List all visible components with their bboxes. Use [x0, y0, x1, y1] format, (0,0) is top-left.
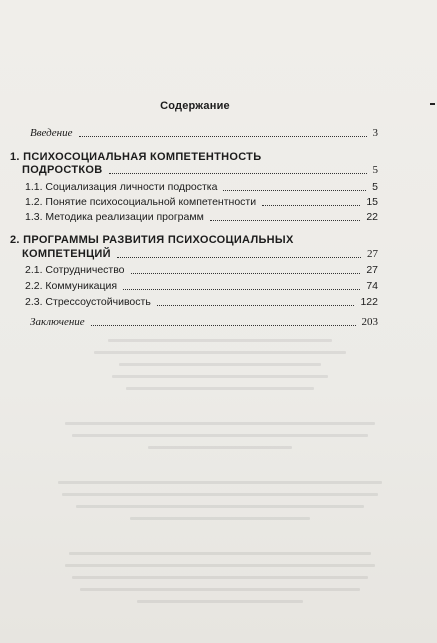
- page-edge-mark: [430, 103, 435, 105]
- toc-entry-label: 1.3. Методика реализации программ: [25, 211, 204, 223]
- toc-entry-1-1[interactable]: [25, 181, 378, 194]
- toc-entry-page: 27: [366, 264, 378, 276]
- toc-entry-label: 2.1. Сотрудничество: [25, 264, 125, 276]
- toc-entry-chapter-2[interactable]: [22, 248, 378, 261]
- leader-dots: [210, 220, 361, 221]
- chapter-1-heading-line1[interactable]: 1. ПСИХОСОЦИАЛЬНАЯ КОМПЕТЕНТНОСТЬ: [10, 151, 262, 163]
- toc-entry-conclusion[interactable]: [30, 316, 378, 329]
- toc-entry-page: 5: [372, 181, 378, 193]
- toc-title: Содержание: [160, 100, 230, 112]
- leader-dots: [109, 173, 367, 174]
- toc-entry-chapter-1[interactable]: [22, 164, 378, 177]
- leader-dots: [262, 205, 360, 206]
- toc-entry-intro[interactable]: [30, 127, 378, 140]
- toc-entry-page: 203: [361, 316, 378, 328]
- leader-dots: [123, 289, 360, 290]
- chapter-1-heading-line2: ПОДРОСТКОВ: [22, 164, 103, 176]
- toc-entry-label: Введение: [30, 127, 73, 139]
- toc-entry-page: 122: [360, 296, 378, 308]
- toc-entry-page: 3: [372, 127, 378, 139]
- chapter-2-heading-line1[interactable]: 2. ПРОГРАММЫ РАЗВИТИЯ ПСИХОСОЦИАЛЬНЫХ: [10, 234, 294, 246]
- toc-entry-label: 1.1. Социализация личности подростка: [25, 181, 218, 193]
- toc-entry-2-3[interactable]: [25, 296, 378, 309]
- toc-entry-2-1[interactable]: [25, 264, 378, 277]
- leader-dots: [79, 136, 367, 137]
- toc-entry-label: 1.2. Понятие психосоциальной компетентности: [25, 196, 257, 208]
- leader-dots: [223, 190, 366, 191]
- toc-entry-2-2[interactable]: [25, 280, 378, 293]
- toc-entry-label: 2.2. Коммуникация: [25, 280, 118, 292]
- toc-entry-label: 2.3. Стрессоустойчивость: [25, 296, 151, 308]
- toc-entry-1-3[interactable]: [25, 211, 378, 224]
- toc-entry-page: 5: [372, 164, 378, 176]
- toc-entry-page: 74: [366, 280, 378, 292]
- leader-dots: [117, 257, 361, 258]
- chapter-2-heading-line2: КОМПЕТЕНЦИЙ: [22, 248, 111, 260]
- leader-dots: [91, 325, 356, 326]
- toc-entry-label: Заключение: [30, 316, 85, 328]
- leader-dots: [157, 305, 355, 306]
- leader-dots: [131, 273, 361, 274]
- toc-entry-page: 22: [366, 211, 378, 223]
- toc-entry-page: 27: [367, 248, 378, 260]
- bleed-through-imprint: [40, 330, 400, 610]
- toc-entry-page: 15: [366, 196, 378, 208]
- toc-entry-1-2[interactable]: [25, 196, 378, 209]
